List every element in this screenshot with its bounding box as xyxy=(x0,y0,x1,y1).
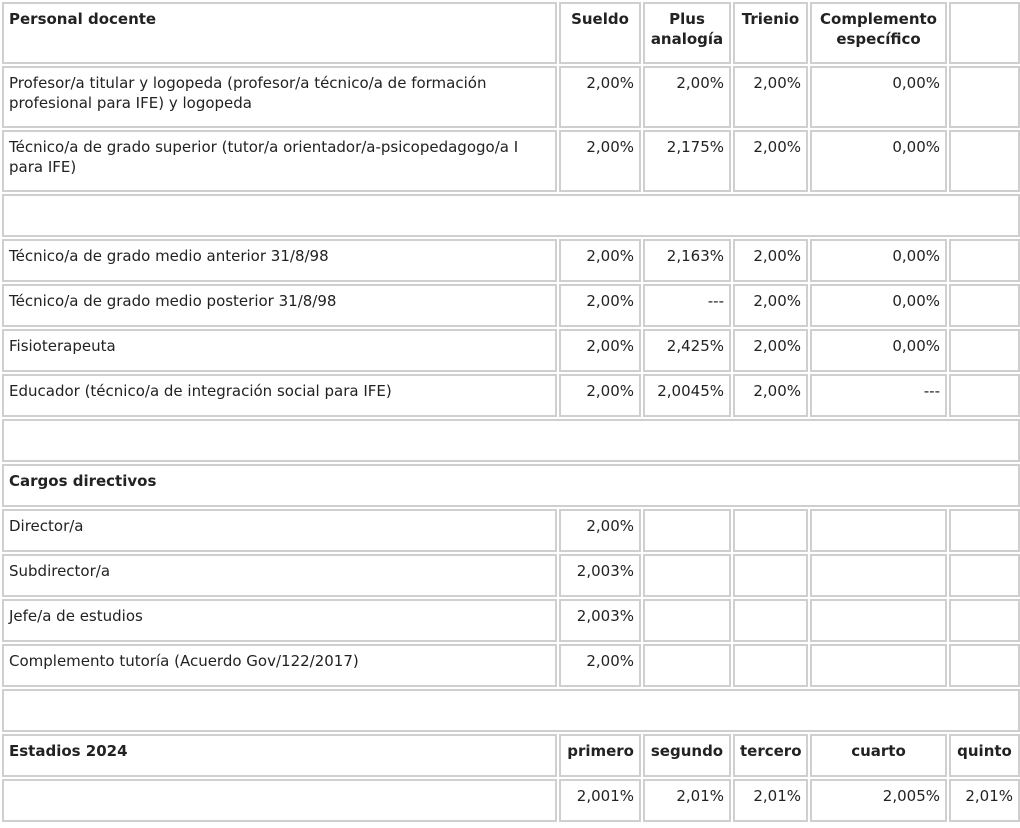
row-label: Técnico/a de grado superior (tutor/a orientador/a-psicopedagogo/a I para IFE) xyxy=(2,130,557,192)
row-label: Subdirector/a xyxy=(2,554,557,597)
row-label: Complemento tutoría (Acuerdo Gov/122/2017) xyxy=(2,644,557,687)
sueldo-value: 2,00% xyxy=(559,284,641,327)
estadio-quinto-value: 2,01% xyxy=(949,779,1020,822)
complemento-value: 0,00% xyxy=(810,239,947,282)
section-title-estadios: Estadios 2024 xyxy=(2,734,557,777)
plus-value: 2,00% xyxy=(643,66,731,128)
table-row xyxy=(2,374,1020,417)
empty-cell xyxy=(949,2,1020,64)
plus-value: 2,425% xyxy=(643,329,731,372)
empty-cell xyxy=(810,509,947,552)
spacer-row xyxy=(2,689,1020,732)
estadio-segundo-value: 2,01% xyxy=(643,779,731,822)
sueldo-value: 2,003% xyxy=(559,554,641,597)
empty-cell xyxy=(2,779,557,822)
plus-value: 2,163% xyxy=(643,239,731,282)
column-header-cuarto: cuarto xyxy=(810,734,947,777)
column-header-complemento-especifico: Complemento específico xyxy=(810,2,947,64)
complemento-value: 0,00% xyxy=(810,130,947,192)
section-header-row xyxy=(2,464,1020,507)
column-header-tercero: tercero xyxy=(733,734,808,777)
sueldo-value: 2,00% xyxy=(559,509,641,552)
table-row xyxy=(2,239,1020,282)
estadios-values-row xyxy=(2,779,1020,822)
plus-value: 2,175% xyxy=(643,130,731,192)
empty-cell xyxy=(949,644,1020,687)
row-label: Profesor/a titular y logopeda (profesor/a técnico/a de formación profesional para IFE) y logopeda xyxy=(2,66,557,128)
empty-cell xyxy=(949,509,1020,552)
sueldo-value: 2,00% xyxy=(559,130,641,192)
empty-cell xyxy=(643,644,731,687)
trienio-value: 2,00% xyxy=(733,374,808,417)
trienio-value: 2,00% xyxy=(733,239,808,282)
trienio-value: 2,00% xyxy=(733,284,808,327)
empty-cell xyxy=(810,599,947,642)
estadio-cuarto-value: 2,005% xyxy=(810,779,947,822)
column-header-sueldo: Sueldo xyxy=(559,2,641,64)
sueldo-value: 2,00% xyxy=(559,374,641,417)
empty-cell xyxy=(949,284,1020,327)
row-label: Director/a xyxy=(2,509,557,552)
table-row xyxy=(2,66,1020,128)
sueldo-value: 2,00% xyxy=(559,239,641,282)
empty-cell xyxy=(733,554,808,597)
trienio-value: 2,00% xyxy=(733,329,808,372)
empty-cell xyxy=(949,239,1020,282)
spacer-row xyxy=(2,419,1020,462)
table-row xyxy=(2,284,1020,327)
trienio-value: 2,00% xyxy=(733,66,808,128)
column-header-quinto: quinto xyxy=(949,734,1020,777)
table-row xyxy=(2,554,1020,597)
table-row xyxy=(2,644,1020,687)
column-header-trienio: Trienio xyxy=(733,2,808,64)
sueldo-value: 2,00% xyxy=(559,644,641,687)
plus-value: --- xyxy=(643,284,731,327)
empty-cell xyxy=(643,554,731,597)
empty-cell xyxy=(643,599,731,642)
empty-cell xyxy=(949,66,1020,128)
trienio-value: 2,00% xyxy=(733,130,808,192)
row-label: Técnico/a de grado medio posterior 31/8/98 xyxy=(2,284,557,327)
spacer-row xyxy=(2,194,1020,237)
empty-cell xyxy=(949,329,1020,372)
plus-value: 2,0045% xyxy=(643,374,731,417)
empty-cell xyxy=(2,689,1020,732)
row-label: Educador (técnico/a de integración social para IFE) xyxy=(2,374,557,417)
empty-cell xyxy=(733,509,808,552)
complemento-value: 0,00% xyxy=(810,284,947,327)
estadios-header-row xyxy=(2,734,1020,777)
table-row xyxy=(2,130,1020,192)
table-row xyxy=(2,329,1020,372)
empty-cell xyxy=(733,599,808,642)
empty-cell xyxy=(810,644,947,687)
complemento-value: --- xyxy=(810,374,947,417)
estadio-primero-value: 2,001% xyxy=(559,779,641,822)
empty-cell xyxy=(949,599,1020,642)
table-row xyxy=(2,509,1020,552)
sueldo-value: 2,00% xyxy=(559,66,641,128)
header-row xyxy=(2,2,1020,64)
column-header-primero: primero xyxy=(559,734,641,777)
sueldo-value: 2,003% xyxy=(559,599,641,642)
estadio-tercero-value: 2,01% xyxy=(733,779,808,822)
table-row xyxy=(2,599,1020,642)
row-label: Técnico/a de grado medio anterior 31/8/98 xyxy=(2,239,557,282)
empty-cell xyxy=(810,554,947,597)
empty-cell xyxy=(949,130,1020,192)
sueldo-value: 2,00% xyxy=(559,329,641,372)
section-title-cargos-directivos: Cargos directivos xyxy=(2,464,1020,507)
complemento-value: 0,00% xyxy=(810,329,947,372)
column-header-segundo: segundo xyxy=(643,734,731,777)
empty-cell xyxy=(949,554,1020,597)
row-label: Jefe/a de estudios xyxy=(2,599,557,642)
empty-cell xyxy=(2,419,1020,462)
section-title-personal-docente: Personal docente xyxy=(2,2,557,64)
empty-cell xyxy=(2,194,1020,237)
empty-cell xyxy=(643,509,731,552)
row-label: Fisioterapeuta xyxy=(2,329,557,372)
empty-cell xyxy=(949,374,1020,417)
complemento-value: 0,00% xyxy=(810,66,947,128)
empty-cell xyxy=(733,644,808,687)
column-header-plus-analogia: Plus analogía xyxy=(643,2,731,64)
